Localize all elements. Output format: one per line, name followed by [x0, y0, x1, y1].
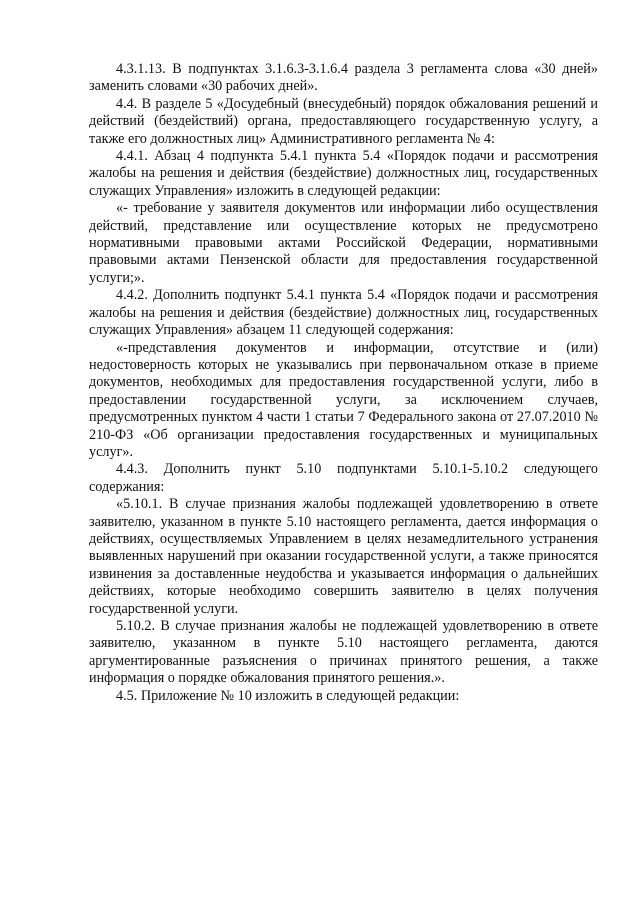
paragraph-4-3-1-13: 4.3.1.13. В подпунктах 3.1.6.3-3.1.6.4 раздела 3 регламента слова «30 дней» заменить словами «30 рабочих дней».	[89, 61, 598, 95]
paragraph-4-4-2: 4.4.2. Дополнить подпункт 5.4.1 пункта 5.4 «Порядок подачи и рассмотрения жалобы на решения и действия (бездействие) должностных лиц, государственных служащих Управления» абзацем 11 следующей содержания:	[89, 287, 598, 339]
paragraph-quote-presentation: «-представления документов и информации, отсутствие и (или) недостоверность которых не указывались при первоначальном отказе в приеме документов, необходимых для предоставления государственной услуги, либо в предоставлении государственной услуги, за исключением случаев, предусмотренных пунктом 4 части 1 статьи 7 Федерального закона от 27.07.2010 № 210-ФЗ «Об организации предоставления государственных и муниципальных услуг».	[89, 339, 598, 460]
paragraph-4-5: 4.5. Приложение № 10 изложить в следующей редакции:	[116, 687, 460, 704]
document-body	[89, 61, 598, 705]
paragraph-5-10-2: 5.10.2. В случае признания жалобы не подлежащей удовлетворению в ответе заявителю, указанном в пункте 5.10 настоящего регламента, даются аргументированные разъяснения о причинах принятого решения, а также информация о порядке обжалования принятого решения.».	[89, 618, 598, 687]
paragraph-4-4: 4.4. В разделе 5 «Досудебный (внесудебный) порядок обжалования решений и действий (бездействий) органа, предоставляющего государственную услугу, а также его должностных лиц» Административного регламента № 4:	[89, 95, 598, 147]
paragraph-5-10-1: «5.10.1. В случае признания жалобы подлежащей удовлетворению в ответе заявителю, указанном в пункте 5.10 настоящего регламента, дается информация о действиях, осуществляемых Управлением в целях незамедлительного устранения выявленных нарушений при оказании государственной услуги, а также приносятся извинения за доставленные неудобства и указывается информация о дальнейших действиях, которые необходимо совершить заявителю в целях получения государственной услуги.	[89, 496, 598, 617]
paragraph-4-4-1: 4.4.1. Абзац 4 подпункта 5.4.1 пункта 5.4 «Порядок подачи и рассмотрения жалобы на решения и действия (бездействие) должностных лиц, государственных служащих Управления» изложить в следующей редакции:	[89, 148, 598, 199]
paragraph-quote-requirement: «- требование у заявителя документов или информации либо осуществления действий, представление или осуществление которых не предусмотрено нормативными правовыми актами Российской Федерации, нормативными правовыми актами Пензенской области для предоставления государственной услуги;».	[89, 200, 598, 286]
paragraph-4-4-3: 4.4.3. Дополнить пункт 5.10 подпунктами 5.10.1-5.10.2 следующего содержания:	[89, 461, 598, 495]
